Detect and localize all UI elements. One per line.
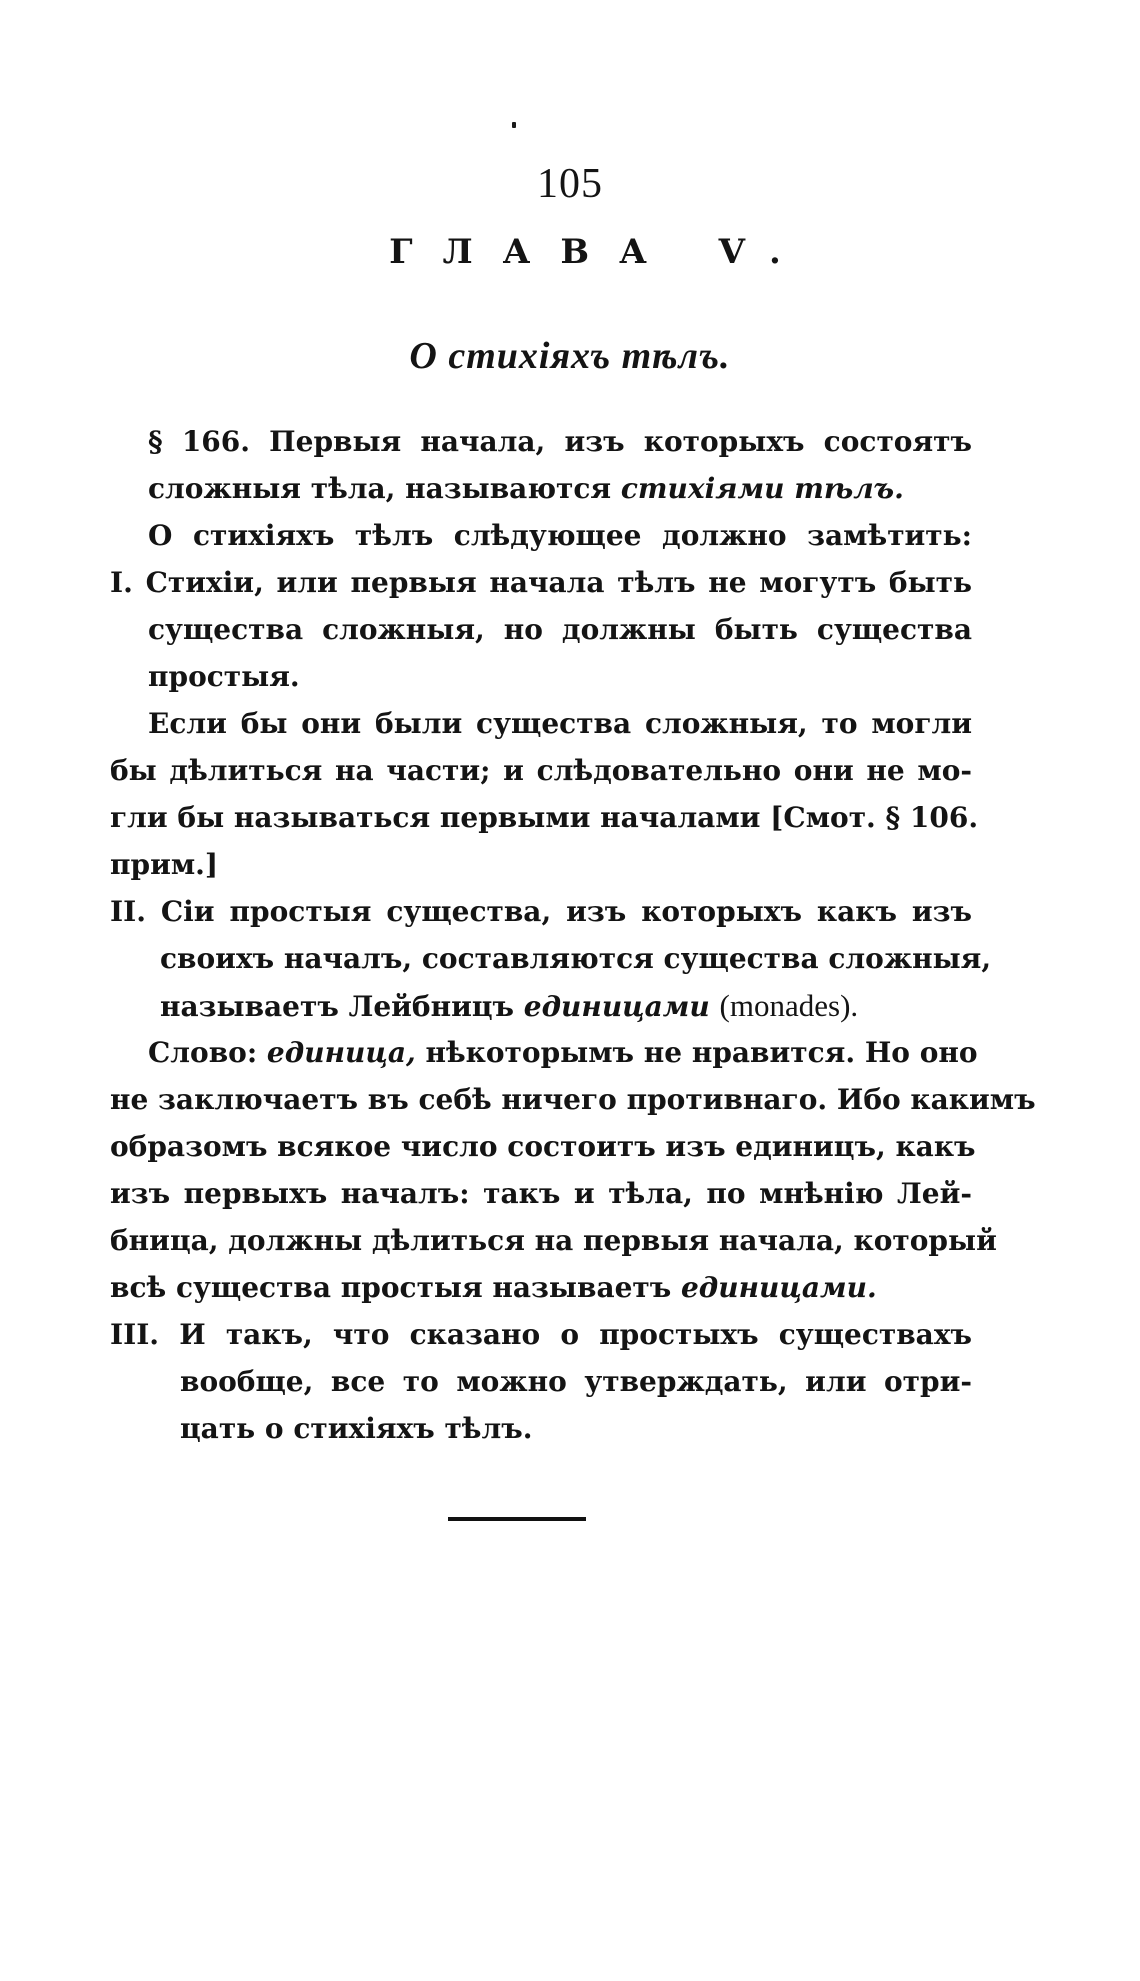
text-segment: изъ первыхъ началъ: такъ и тѣла, по мнѣнію Лей- bbox=[110, 1177, 972, 1210]
text-segment: II. Сіи простыя существа, изъ которыхъ какъ изъ bbox=[110, 895, 972, 928]
text-segment: Если бы они были существа сложныя, то могли bbox=[148, 707, 972, 740]
text-line bbox=[180, 1405, 532, 1452]
section-end-rule bbox=[448, 1517, 586, 1521]
italic-term: единицами bbox=[523, 990, 710, 1023]
text-segment: цать о стихіяхъ тѣлъ. bbox=[180, 1412, 533, 1445]
text-segment: не заключаетъ въ себѣ ничего противнаго. Ибо какимъ bbox=[110, 1083, 1036, 1116]
latin-term: (monades). bbox=[719, 988, 859, 1023]
text-line bbox=[110, 1123, 976, 1170]
text-segment: своихъ началъ, составляются существа сложныя, bbox=[160, 942, 992, 975]
text-line bbox=[110, 559, 972, 606]
text-segment: бы дѣлиться на части; и слѣдовательно они не мо- bbox=[110, 754, 972, 787]
text-line bbox=[160, 982, 858, 1030]
chapter-title: ГЛАВА V. bbox=[389, 232, 811, 272]
text-segment: бница, должны дѣлиться на первыя начала, который bbox=[110, 1224, 997, 1257]
text-line bbox=[110, 841, 218, 888]
italic-term: единица, bbox=[266, 1036, 416, 1069]
text-segment: сложныя тѣла, называются bbox=[148, 472, 621, 505]
text-line bbox=[110, 747, 972, 794]
italic-term: стихіями тѣлъ. bbox=[620, 472, 904, 505]
text-line bbox=[110, 1311, 972, 1358]
text-line bbox=[180, 1358, 972, 1405]
text-segment bbox=[710, 990, 720, 1023]
italic-term: единицами. bbox=[680, 1271, 877, 1304]
text-segment: вообще, все то можно утверждать, или отри- bbox=[180, 1365, 972, 1398]
text-segment: прим.] bbox=[110, 848, 219, 881]
text-segment: III. И такъ, что сказано о простыхъ существахъ bbox=[110, 1318, 972, 1351]
page-number: 105 bbox=[537, 161, 603, 207]
text-line bbox=[110, 1076, 1036, 1123]
chapter-subtitle: О стихіяхъ тѣлъ. bbox=[409, 335, 731, 377]
text-line bbox=[148, 465, 904, 512]
text-segment: гли бы называться первыми началами [Смот. § 106. bbox=[110, 801, 979, 834]
text-segment: называетъ Лейбницъ bbox=[160, 990, 524, 1023]
text-segment: простыя. bbox=[148, 660, 300, 693]
text-line bbox=[148, 512, 972, 559]
text-segment: § 166. Первыя начала, изъ которыхъ состоятъ bbox=[148, 425, 972, 458]
text-line bbox=[148, 700, 972, 747]
text-line bbox=[148, 418, 972, 465]
ink-speck bbox=[512, 122, 516, 128]
text-line bbox=[148, 653, 300, 700]
text-line bbox=[110, 1170, 972, 1217]
text-segment: существа сложныя, но должны быть существа bbox=[148, 613, 972, 646]
text-segment: всѣ существа простыя называетъ bbox=[110, 1271, 681, 1304]
text-line bbox=[110, 794, 979, 841]
text-line bbox=[148, 1029, 978, 1076]
text-segment: образомъ всякое число состоитъ изъ единицъ, какъ bbox=[110, 1130, 976, 1163]
text-line bbox=[110, 888, 972, 935]
text-segment: О стихіяхъ тѣлъ слѣдующее должно замѣтить: bbox=[148, 519, 972, 552]
text-line bbox=[148, 606, 972, 653]
text-segment: Слово: bbox=[148, 1036, 267, 1069]
text-line bbox=[160, 935, 992, 982]
text-segment: I. Стихіи, или первыя начала тѣлъ не могутъ быть bbox=[110, 566, 972, 599]
text-line bbox=[110, 1217, 997, 1264]
text-segment: нѣкоторымъ не нравится. Но оно bbox=[415, 1036, 978, 1069]
text-line bbox=[110, 1264, 877, 1311]
